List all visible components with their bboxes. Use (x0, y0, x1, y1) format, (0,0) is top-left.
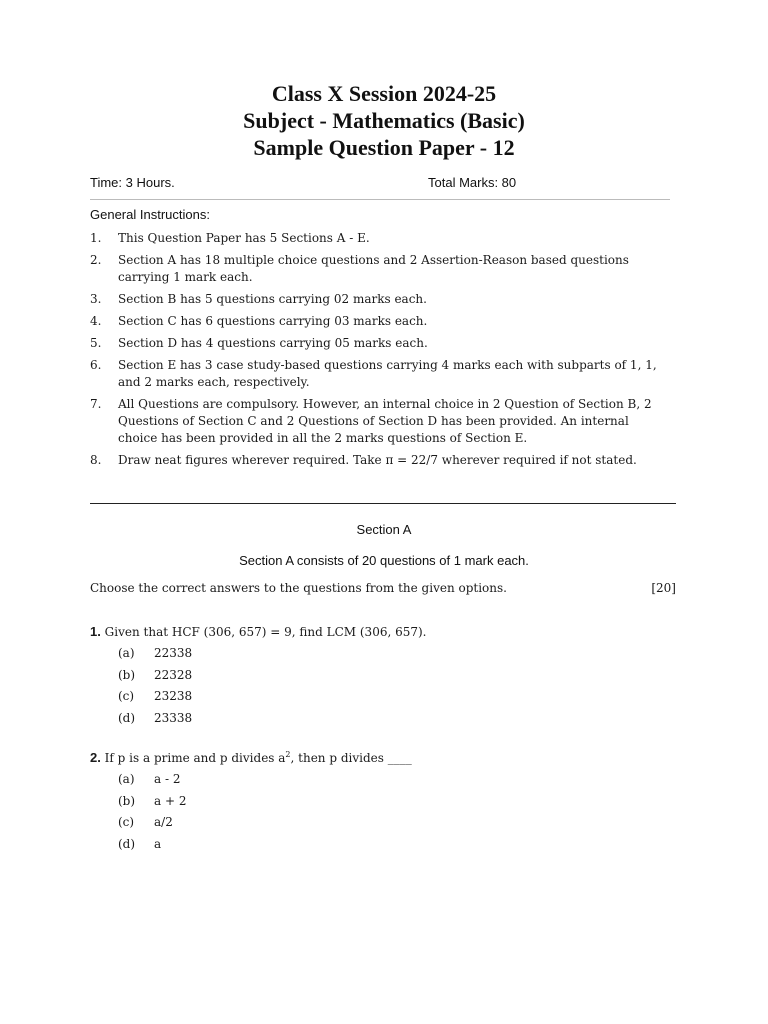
header-divider (90, 199, 670, 200)
option-label: (c) (118, 815, 135, 829)
option-b (118, 791, 676, 813)
option-text: 23338 (154, 710, 193, 725)
instruction-item (90, 396, 670, 447)
option-text: 22328 (154, 667, 193, 682)
instruction-number: 8. (90, 453, 102, 467)
option-label: (b) (118, 793, 136, 808)
option-label: (a) (118, 646, 135, 660)
question-2 (90, 750, 676, 855)
instruction-item (90, 313, 670, 330)
option-text: a - 2 (154, 772, 181, 786)
option-label: (d) (118, 836, 136, 851)
section-marks: [20] (651, 581, 676, 595)
instruction-item (90, 452, 670, 469)
instruction-text: Section D has 4 questions carrying 05 marks each. (118, 336, 428, 350)
instruction-text: Section E has 3 case study-based questions carrying 4 marks each with subparts of 1, 1, and 2 marks each, respectively. (118, 358, 657, 389)
option-text: 23238 (154, 689, 193, 703)
instruction-item (90, 335, 670, 352)
question-stem (90, 750, 676, 765)
time-allowed: Time: 3 Hours. (90, 175, 175, 190)
instructions-list (90, 230, 670, 474)
instruction-text: Section A has 18 multiple choice questions and 2 Assertion-Reason based questions carrying 1 mark each. (118, 253, 629, 284)
options-list (118, 769, 676, 855)
option-label: (b) (118, 667, 136, 682)
option-b (118, 665, 676, 687)
time-marks-row (90, 175, 670, 195)
option-c (118, 686, 676, 708)
option-label: (d) (118, 710, 136, 725)
instruction-item (90, 230, 670, 247)
question-text: Given that HCF (306, 657) = 9, find LCM (306, 657). (104, 625, 427, 639)
instruction-text: This Question Paper has 5 Sections A - E. (118, 231, 370, 245)
option-label: (a) (118, 772, 135, 786)
instruction-number: 6. (90, 358, 102, 372)
general-instructions-title: General Instructions: (90, 207, 210, 222)
options-list (118, 643, 676, 729)
instruction-number: 3. (90, 292, 102, 306)
section-a-subheading: Section A consists of 20 questions of 1 mark each. (239, 553, 529, 568)
paper-title-sample: Sample Question Paper - 12 (253, 135, 515, 160)
question-1 (90, 624, 676, 729)
question-stem (90, 624, 676, 639)
instruction-text: Section B has 5 questions carrying 02 marks each. (118, 292, 427, 306)
paper-title-block (0, 80, 768, 161)
instruction-text: All Questions are compulsory. However, an internal choice in 2 Question of Section B, 2 Questions of Section C and 2 Questions of Section D has been provided. An internal choice has been provided in all the 2 marks questions of Section E. (118, 397, 652, 445)
choose-instruction-row (90, 581, 676, 595)
instruction-number: 7. (90, 397, 102, 411)
option-c (118, 812, 676, 834)
instruction-item (90, 357, 670, 391)
option-text: a/2 (154, 815, 173, 829)
option-d (118, 834, 676, 856)
question-number: 1. (90, 624, 101, 639)
section-a-heading: Section A (356, 522, 412, 537)
question-number: 2. (90, 750, 101, 765)
instruction-number: 1. (90, 231, 102, 245)
paper-title-session: Class X Session 2024-25 (271, 81, 497, 106)
instruction-number: 2. (90, 253, 102, 267)
option-label: (c) (118, 689, 135, 703)
instruction-item (90, 252, 670, 286)
instruction-text: Section C has 6 questions carrying 03 marks each. (118, 314, 428, 328)
option-a (118, 643, 676, 665)
question-text-before: If p is a prime and p divides a (104, 751, 286, 765)
option-d (118, 708, 676, 730)
option-text: a + 2 (154, 793, 187, 808)
instruction-item (90, 291, 670, 308)
option-text: 22338 (154, 646, 193, 660)
instruction-number: 5. (90, 336, 102, 350)
instruction-text: Draw neat figures wherever required. Take π = 22/7 wherever required if not stated. (118, 453, 637, 467)
instruction-number: 4. (90, 314, 102, 328)
instructions-divider (90, 503, 676, 504)
choose-instruction-text: Choose the correct answers to the questions from the given options. (90, 581, 507, 595)
question-text-after: , then p divides ____ (290, 751, 412, 765)
total-marks: Total Marks: 80 (428, 175, 517, 190)
question-text-superscript: 2 (285, 750, 291, 759)
option-a (118, 769, 676, 791)
paper-title-subject: Subject - Mathematics (Basic) (243, 108, 525, 133)
option-text: a (154, 836, 162, 851)
